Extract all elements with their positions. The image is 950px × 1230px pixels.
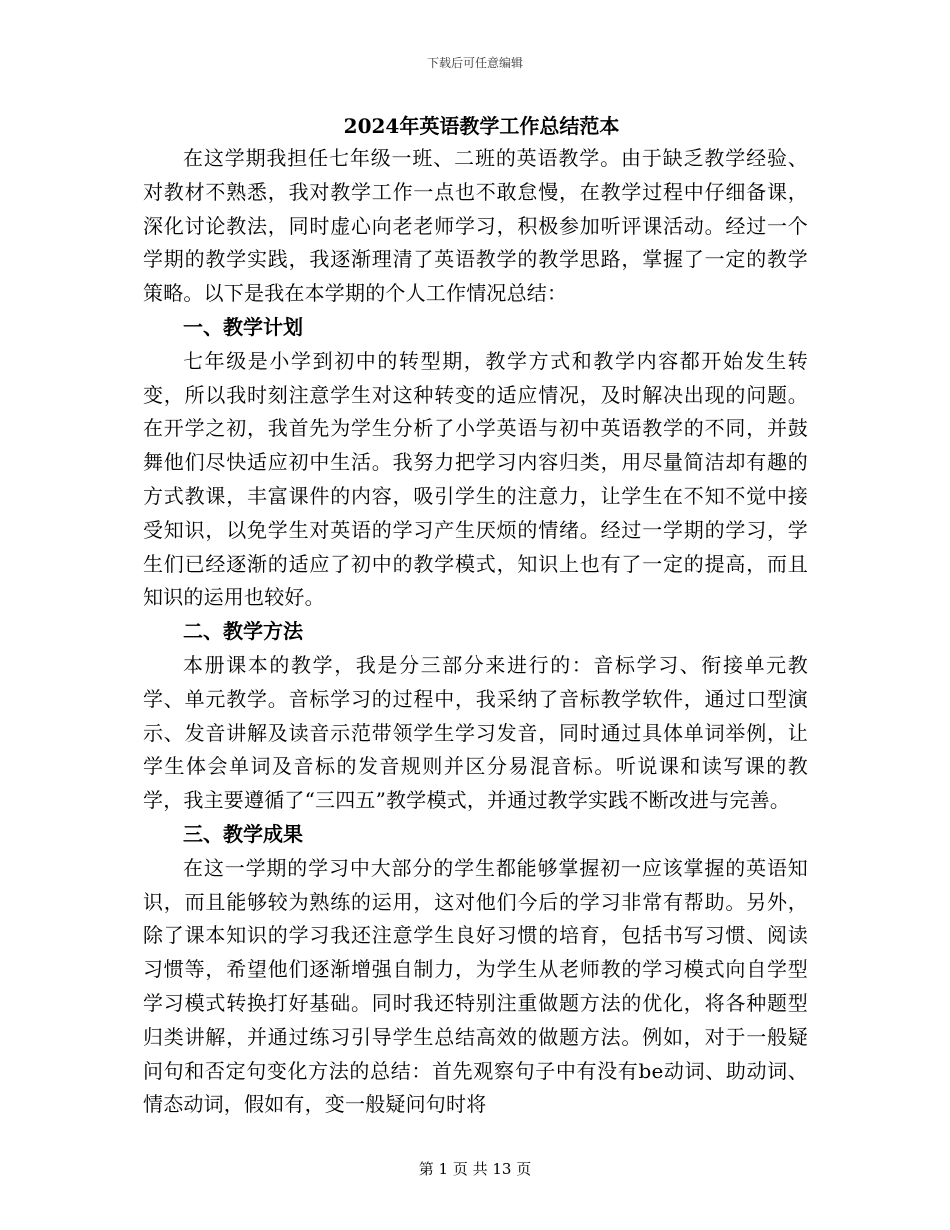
section-heading-method: 二、教学方法 bbox=[183, 619, 303, 644]
document-body bbox=[143, 110, 808, 1122]
document-title: 2024年英语教学工作总结范本 bbox=[343, 114, 620, 138]
intro-paragraph: 在这学期我担任七年级一班、二班的英语教学。由于缺乏教学经验、对教材不熟悉，我对教学工作一点也不敢怠慢，在教学过程中仔细备课，深化讨论教法，同时虚心向老老师学习，积极参加听评课活动。经过一个学期的教学实践，我逐渐理清了英语教学的教学思路，掌握了一定的教学策略。以下是我在本学期的个人工作情况总结： bbox=[143, 146, 808, 306]
section-heading-results: 三、教学成果 bbox=[183, 821, 303, 846]
header-note: 下载后可任意编辑 bbox=[426, 56, 523, 70]
section-text-results: 在这一学期的学习中大部分的学生都能够掌握初一应该掌握的英语知识，而且能够较为熟练的运用，这对他们今后的学习非常有帮助。另外，除了课本知识的学习我还注意学生良好习惯的培育，包括书写习惯、阅读习惯等，希望他们逐渐增强自制力，为学生从老师教的学习模式向自学型学习模式转换打好基础。同时我还特别注重做题方法的优化，将各种题型归类讲解，并通过练习引导学生总结高效的做题方法。例如，对于一般疑问句和否定句变化方法的总结：首先观察句子中有没有be动词、助动词、情态动词，假如有，变一般疑问句时将 bbox=[143, 855, 808, 1117]
section-text-plan: 七年级是小学到初中的转型期，教学方式和教学内容都开始发生转变，所以我时刻注意学生对这种转变的适应情况，及时解决出现的问题。在开学之初，我首先为学生分析了小学英语与初中英语教学的不同，并鼓舞他们尽快适应初中生活。我努力把学习内容归类，用尽量简洁却有趣的方式教课，丰富课件的内容，吸引学生的注意力，让学生在不知不觉中接受知识，以免学生对英语的学习产生厌烦的情绪。经过一学期的学习，学生们已经逐渐的适应了初中的教学模式，知识上也有了一定的提高，而且知识的运用也较好。 bbox=[143, 348, 808, 610]
section-heading-plan: 一、教学计划 bbox=[183, 314, 303, 339]
page-number: 第 1 页 共 13 页 bbox=[418, 1160, 532, 1178]
section-text-method: 本册课本的教学，我是分三部分来进行的：音标学习、衔接单元教学、单元教学。音标学习的过程中，我采纳了音标教学软件，通过口型演示、发音讲解及读音示范带领学生学习发音，同时通过具体单词举例，让学生体会单词及音标的发音规则并区分易混音标。听说课和读写课的教学，我主要遵循了“三四五”教学模式，并通过教学实践不断改进与完善。 bbox=[143, 652, 808, 813]
